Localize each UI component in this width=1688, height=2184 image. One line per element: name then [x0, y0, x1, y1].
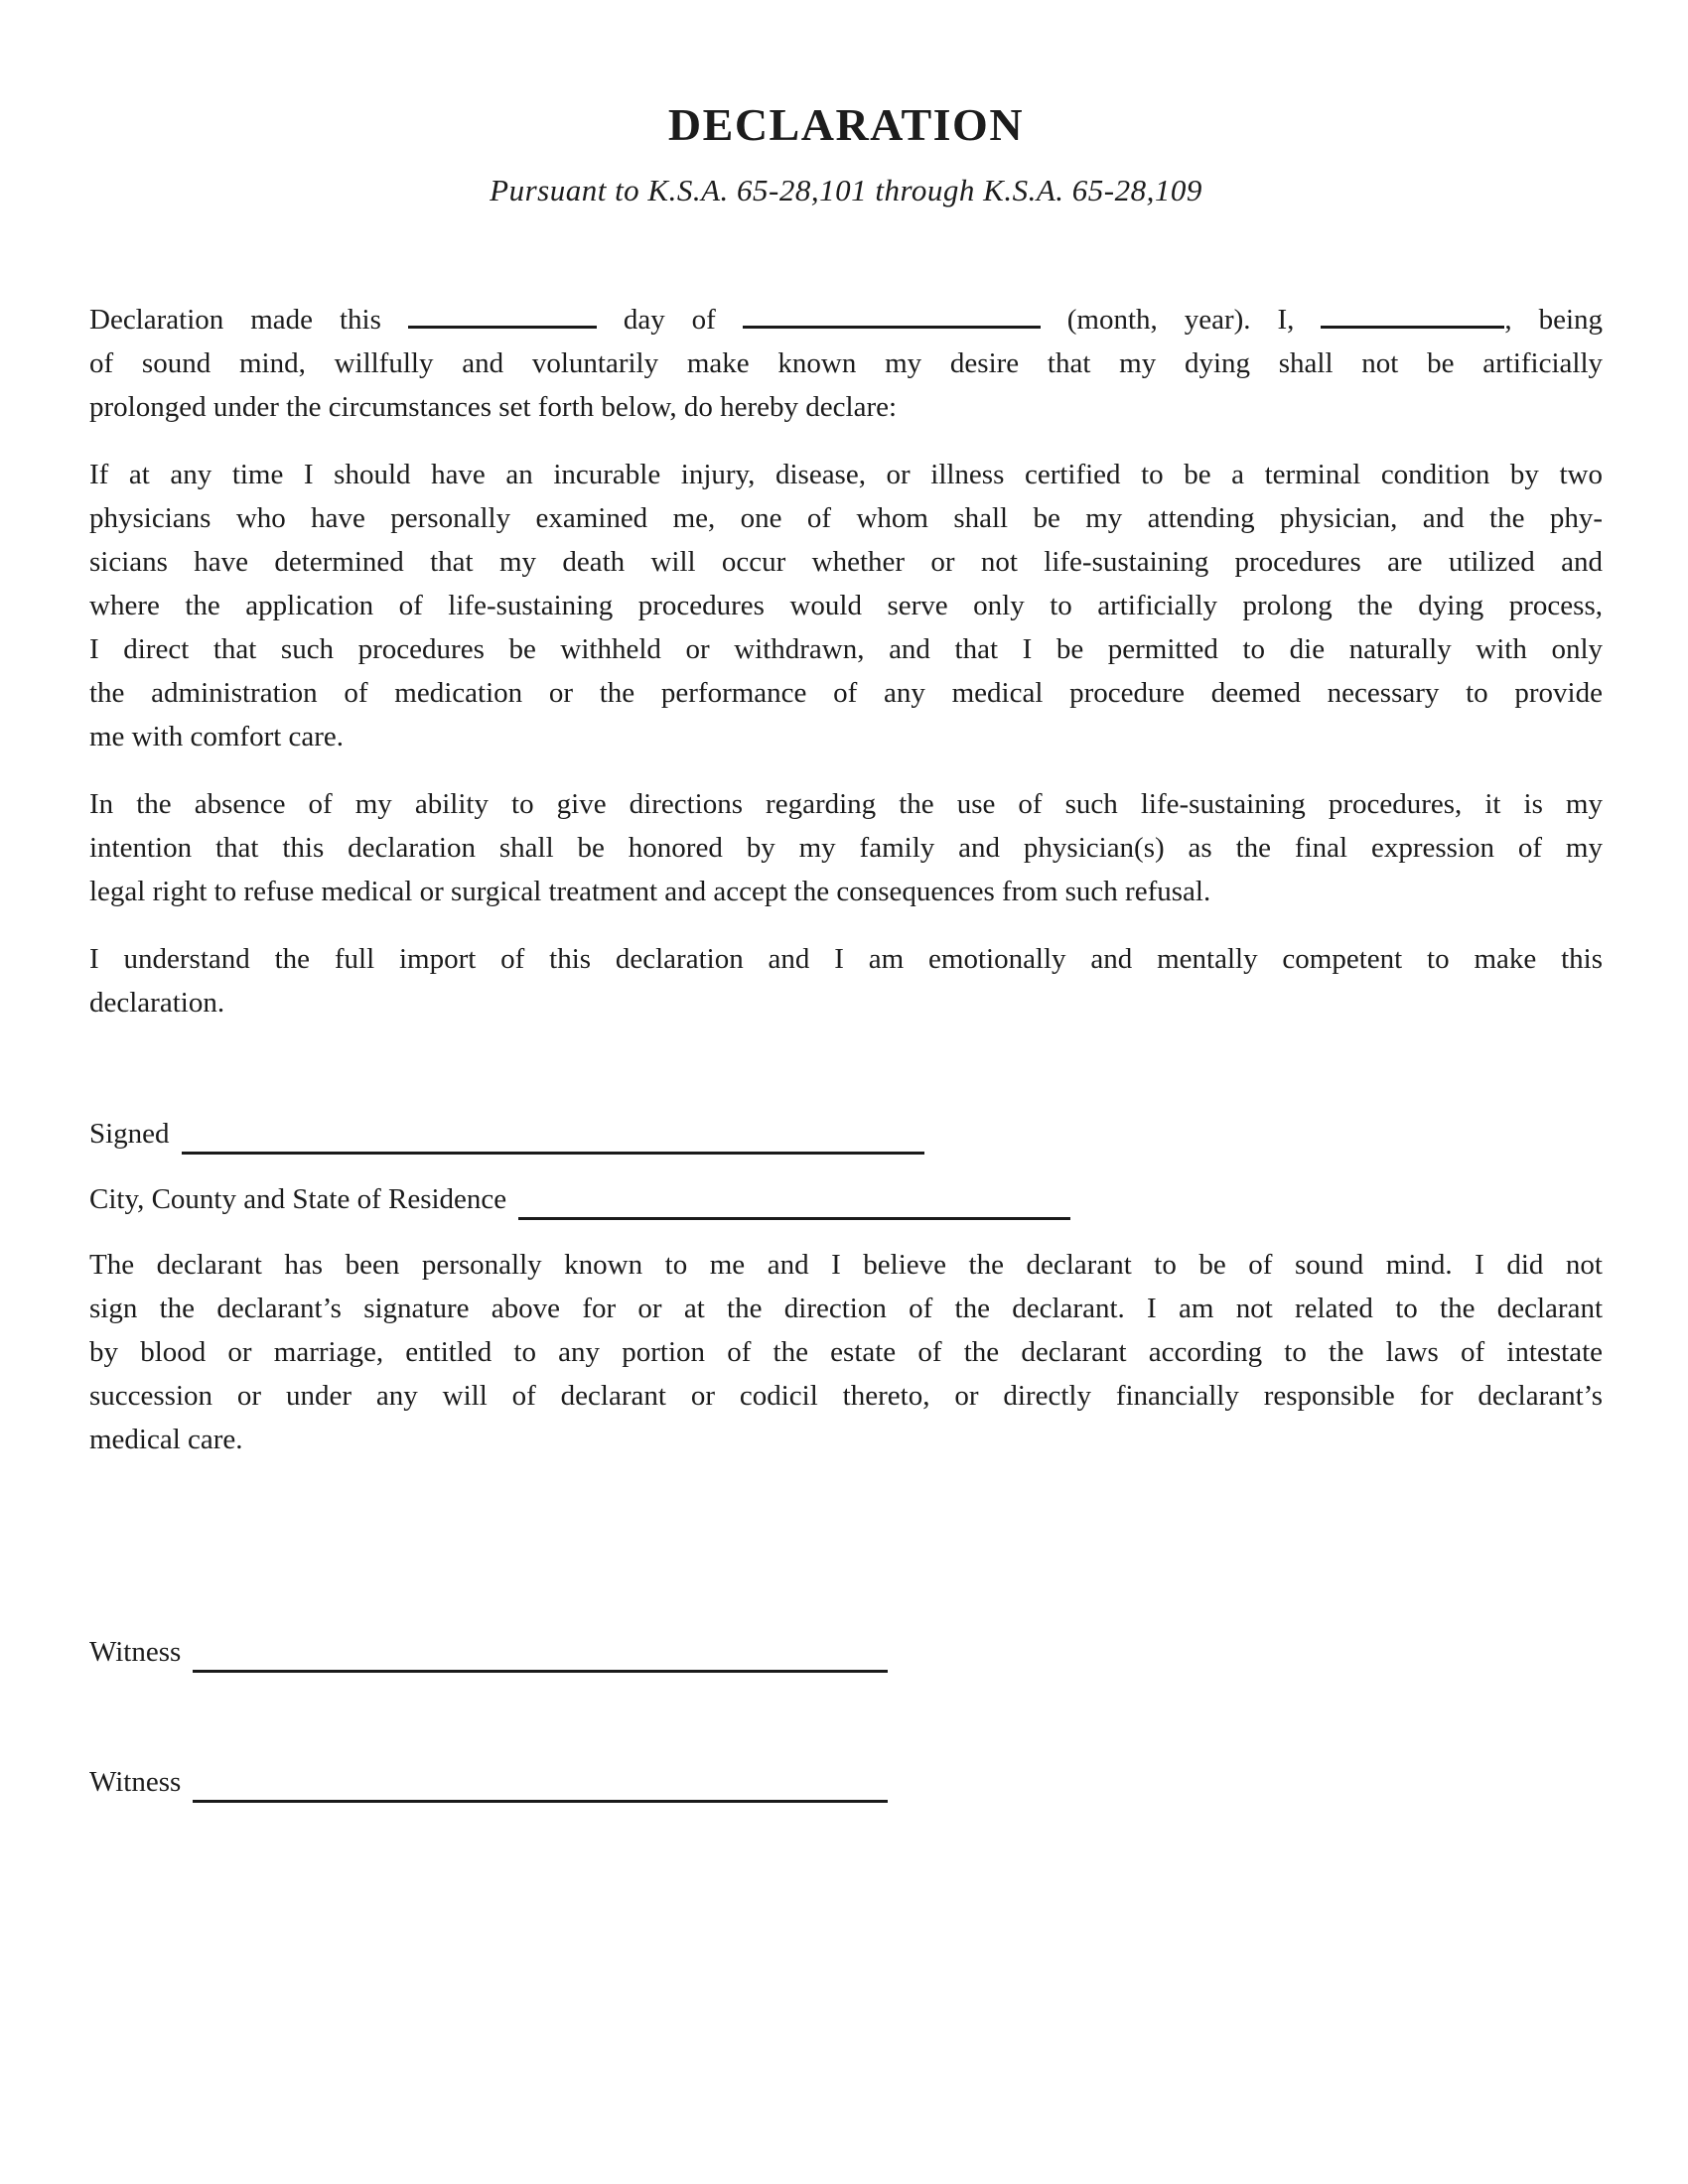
intention-paragraph	[89, 782, 1603, 913]
text-line: In the absence of my ability to give directions regarding the use of such life-sustaining procedures, it is my	[89, 788, 1603, 820]
text-line: the administration of medication or the performance of any medical procedure deemed necessary to provide	[89, 677, 1603, 709]
witness-row-2	[89, 1760, 1603, 1804]
document-subtitle: Pursuant to K.S.A. 65-28,101 through K.S.A. 65-28,109	[490, 173, 1202, 207]
signed-label: Signed	[89, 1118, 170, 1150]
residence-row	[89, 1177, 1603, 1221]
witness-row-1	[89, 1630, 1603, 1674]
text-line: If at any time I should have an incurable injury, disease, or illness certified to be a terminal condition by two	[89, 459, 1603, 490]
witness2-signature-line[interactable]	[193, 1760, 888, 1803]
residence-label: City, County and State of Residence	[89, 1183, 507, 1215]
competence-paragraph	[89, 937, 1603, 1024]
text-line: I direct that such procedures be withheld or withdrawn, and that I be permitted to die naturally with only	[89, 633, 1603, 665]
opening-text-made-this: Declaration made this	[89, 304, 381, 336]
text-line: declaration.	[89, 987, 225, 1019]
text-line: The declarant has been personally known to me and I believe the declarant to be of sound mind. I did not	[89, 1249, 1603, 1281]
text-line: sicians have determined that my death will occur whether or not life-sustaining procedures are utilized and	[89, 546, 1603, 578]
text-line: me with comfort care.	[89, 721, 345, 752]
text-line: intention that this declaration shall be honored by my family and physician(s) as the final expression of my	[89, 832, 1603, 864]
text-line: legal right to refuse medical or surgical treatment and accept the consequences from such refusal.	[89, 876, 1211, 907]
text-line: succession or under any will of declarant or codicil thereto, or directly financially responsible for declarant’s	[89, 1380, 1603, 1412]
declarant-name-blank-field[interactable]	[1321, 298, 1504, 329]
document-body	[89, 298, 1603, 1804]
residence-fill-line[interactable]	[518, 1177, 1070, 1220]
text-line: of sound mind, willfully and voluntarily make known my desire that my dying shall not be artificially	[89, 347, 1603, 379]
witness1-signature-line[interactable]	[193, 1630, 888, 1673]
opening-text-month-year: (month, year). I,	[1066, 304, 1295, 336]
text-line: medical care.	[89, 1424, 243, 1455]
signed-row	[89, 1112, 1603, 1156]
witness-statement-paragraph	[89, 1243, 1603, 1461]
opening-text-being: , being	[1504, 304, 1604, 336]
opening-paragraph	[89, 298, 1603, 429]
signed-signature-line[interactable]	[182, 1112, 924, 1155]
opening-text-day-of: day of	[623, 304, 716, 336]
terminal-condition-paragraph	[89, 453, 1603, 758]
text-line: by blood or marriage, entitled to any portion of the estate of the declarant according to the laws of intestate	[89, 1336, 1603, 1368]
text-line: I understand the full import of this declaration and I am emotionally and mentally competent to make this	[89, 943, 1603, 975]
text-line: physicians who have personally examined me, one of whom shall be my attending physician, and the phy-	[89, 502, 1603, 534]
month-year-blank-field[interactable]	[743, 298, 1041, 329]
document-title: DECLARATION	[667, 99, 1025, 150]
witness2-label: Witness	[89, 1766, 182, 1798]
day-blank-field[interactable]	[408, 298, 597, 329]
text-line: prolonged under the circumstances set forth below, do hereby declare:	[89, 391, 898, 423]
opening-line-1	[89, 298, 1603, 341]
text-line: sign the declarant’s signature above for or at the direction of the declarant. I am not related to the declarant	[89, 1293, 1603, 1324]
text-line: where the application of life-sustaining procedures would serve only to artificially prolong the dying process,	[89, 590, 1603, 621]
witness1-label: Witness	[89, 1636, 182, 1668]
opening-continuation	[89, 341, 1603, 429]
